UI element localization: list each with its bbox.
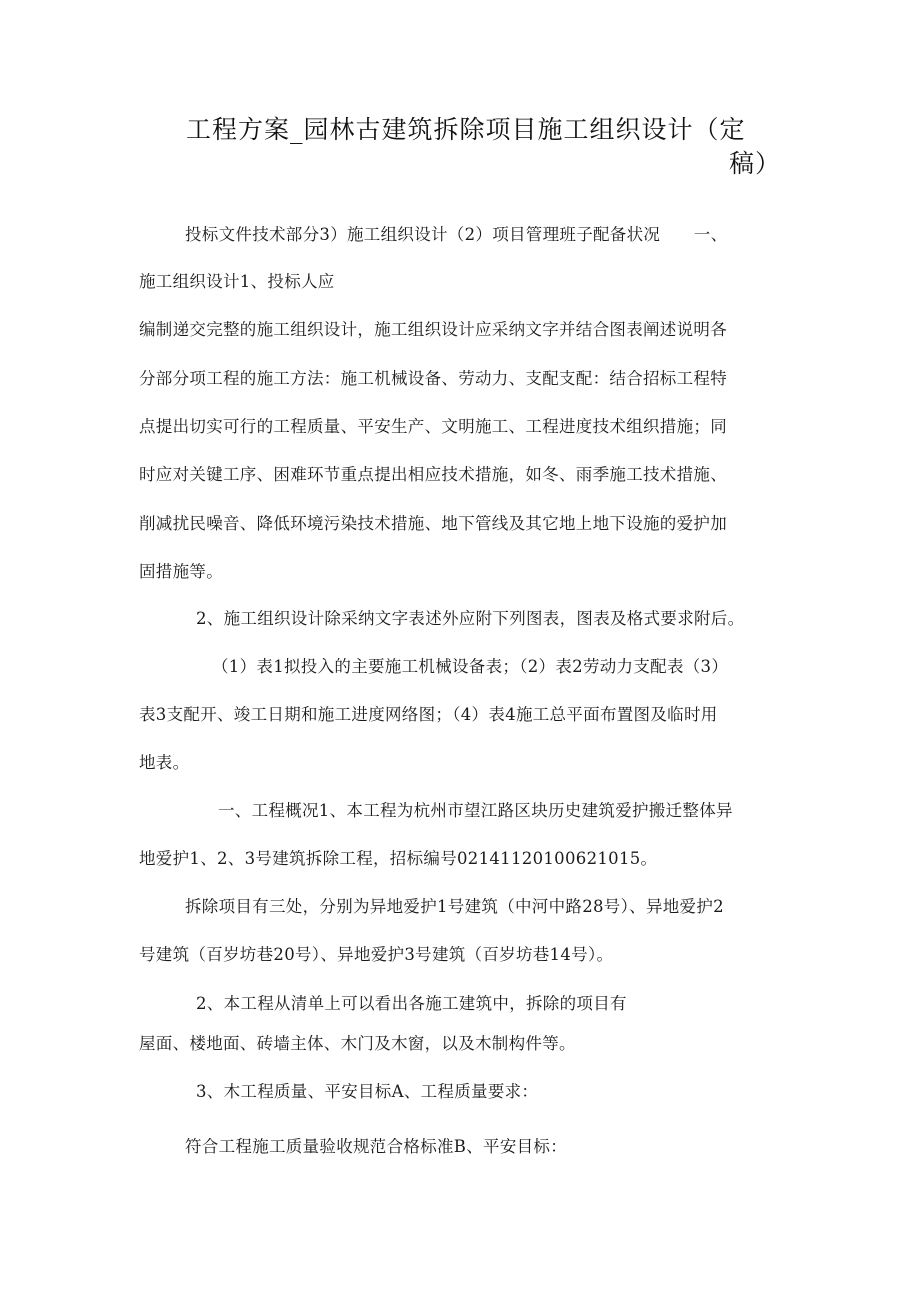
body-line: 投标文件技术部分3）施工组织设计（2）项目管理班子配备状况 一、 [185,225,728,244]
body-line: 拆除项目有三处，分别为异地爱护1号建筑（中河中路28号）、异地爱护2 [185,897,724,916]
document-title-line-2: 稿） [729,149,782,178]
body-line: 点提出切实可行的工程质量、平安生产、文明施工、工程进度技术组织措施；同 [139,417,727,436]
body-line: 编制递交完整的施工组织设计，施工组织设计应采纳文字并结合图表阐述说明各 [139,320,727,339]
body-line: 号建筑（百岁坊巷20号）、异地爱护3号建筑（百岁坊巷14号）。 [139,945,614,964]
body-line: （1）表1拟投入的主要施工机械设备表；（2）表2劳动力支配表（3） [212,657,729,676]
body-line: 分部分项工程的施工方法：施工机械设备、劳动力、支配支配：结合招标工程特 [139,369,727,388]
body-line: 时应对关键工序、困难环节重点提出相应技术措施，如冬、雨季施工技术措施、 [139,465,727,484]
document-title-line-1: 工程方案_园林古建筑拆除项目施工组织设计（定 [186,115,746,144]
body-line: 施工组织设计1、投标人应 [139,272,335,291]
body-line: 2、施工组织设计除采纳文字表述外应附下列图表，图表及格式要求附后。 [196,609,745,628]
body-line: 削减扰民噪音、降低环境污染技术措施、地下管线及其它地上地下设施的爱护加 [139,514,727,533]
body-line: 3、木工程质量、平安目标A、工程质量要求： [196,1082,539,1101]
body-line: 2、本工程从清单上可以看出各施工建筑中，拆除的项目有 [196,994,627,1013]
body-line: 地爱护1、2、3号建筑拆除工程，招标编号02141120100621015。 [139,849,658,868]
body-line: 屋面、楼地面、砖墙主体、木门及木窗，以及木制构件等。 [139,1034,576,1053]
body-line: 表3支配开、竣工日期和施工进度网络图；（4）表4施工总平面布置图及临时用 [139,705,718,724]
body-line: 固措施等。 [139,562,223,581]
body-line: 地表。 [139,753,190,772]
body-line: 一、工程概况1、本工程为杭州市望江路区块历史建筑爱护搬迁整体异 [218,801,733,820]
body-line: 符合工程施工质量验收规范合格标准B、平安目标： [185,1137,568,1156]
